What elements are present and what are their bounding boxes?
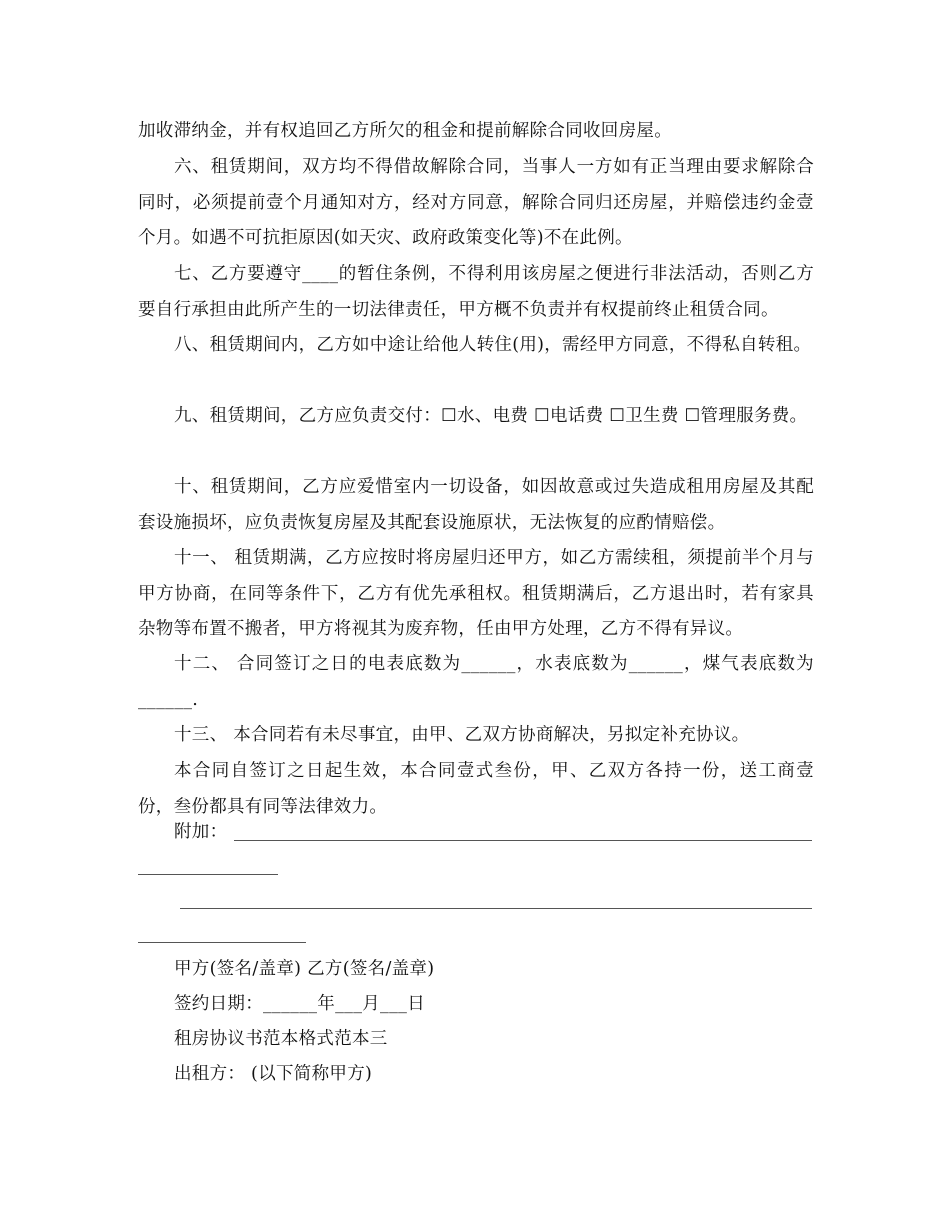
appendix-line <box>234 840 812 841</box>
clause-12: 十二、 合同签订之日的电表底数为______，水表底数为______，煤气表底数为______. <box>138 654 814 710</box>
appendix-label: 附加： <box>174 822 228 842</box>
landlord-line: 出租方： (以下简称甲方) <box>174 1064 373 1084</box>
paragraph-continuation: 加收滞纳金，并有权追回乙方所欠的租金和提前解除合同收回房屋。 <box>138 121 672 141</box>
clause-10: 十、租赁期间，乙方应爱惜室内一切设备，如因故意或过失造成租用房屋及其配套设施损坏，应负责恢复房屋及其配套设施原状，无法恢复的应酌情赔偿。 <box>138 477 814 533</box>
effectiveness-paragraph: 本合同自签订之日起生效，本合同壹式叁份，甲、乙双方各持一份，送工商壹份，叁份都具有同等法律效力。 <box>138 761 814 817</box>
next-section-title: 租房协议书范本格式范本三 <box>174 1029 388 1049</box>
appendix-line <box>138 874 278 875</box>
sign-date-line: 签约日期：______年___月___日 <box>174 994 425 1014</box>
clause-11: 十一、 租赁期满，乙方应按时将房屋归还甲方，如乙方需续租，须提前半个月与甲方协商，在同等条件下，乙方有优先承租权。租赁期满后，乙方退出时，若有家具杂物等布置不搬者，甲方将视其为废弃物，任由甲方处理，乙方不得有异议。 <box>138 548 814 639</box>
clause-7: 七、乙方要遵守____的暂住条例，不得利用该房屋之便进行非法活动，否则乙方要自行承担由此所产生的一切法律责任，甲方概不负责并有权提前终止租赁合同。 <box>138 264 814 320</box>
appendix-line <box>180 908 812 909</box>
clause-9: 九、租赁期间，乙方应负责交付：☐水、电费 ☐电话费 ☐卫生费 ☐管理服务费。 <box>174 406 808 426</box>
appendix-line <box>138 942 306 943</box>
clause-13: 十三、 本合同若有未尽事宜，由甲、乙双方协商解决，另拟定补充协议。 <box>174 725 750 745</box>
clause-6: 六、租赁期间，双方均不得借故解除合同，当事人一方如有正当理由要求解除合同时，必须提前壹个月通知对方，经对方同意，解除合同归还房屋，并赔偿违约金壹个月。如遇不可抗拒原因(如天灾、政府政策变化等)不在此例。 <box>138 157 814 248</box>
signature-line: 甲方(签名/盖章) 乙方(签名/盖章) <box>174 959 435 979</box>
clause-8: 八、租赁期间内，乙方如中途让给他人转住(用)，需经甲方同意，不得私自转租。 <box>174 335 812 355</box>
